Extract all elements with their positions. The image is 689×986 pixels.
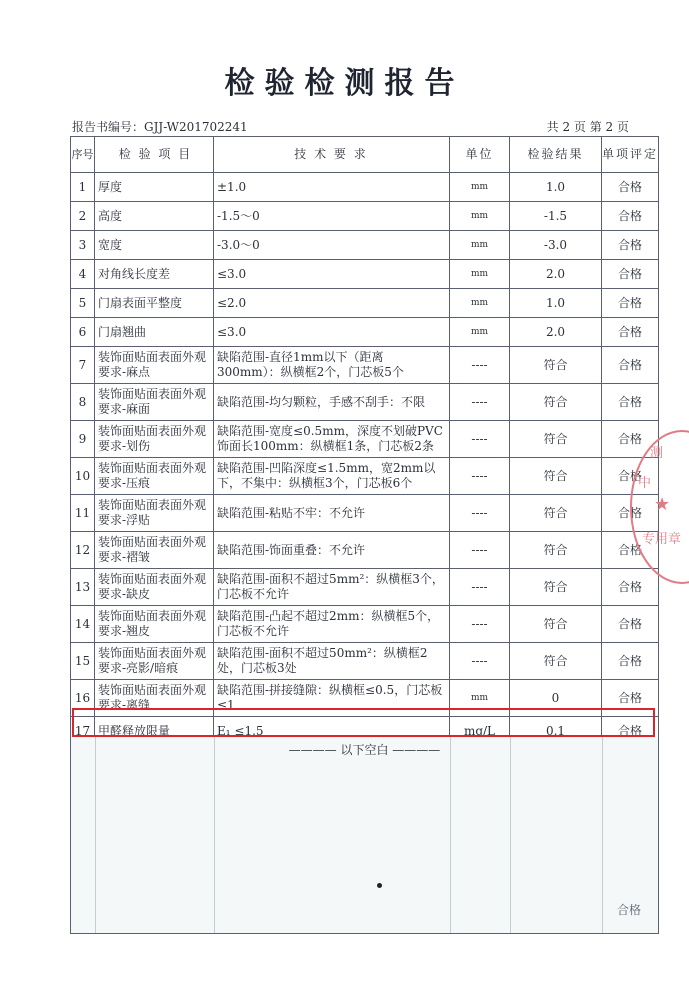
cell-eval: 合格: [602, 384, 658, 421]
header-requirement: 技 术 要 求: [214, 137, 450, 173]
inspection-table: [70, 136, 659, 934]
table-row: [71, 231, 658, 260]
table-row: [71, 260, 658, 289]
blank-below-note: ———— 以下空白 ————: [288, 743, 441, 757]
cell-no: 11: [71, 495, 95, 532]
cell-no: 7: [71, 347, 95, 384]
cell-item: 装饰面贴面表面外观要求-缺皮: [95, 569, 214, 606]
cell-no: 4: [71, 260, 95, 289]
cell-eval: 合格: [602, 495, 658, 532]
cell-no: 17: [71, 717, 95, 746]
cell-eval: 合格: [602, 173, 658, 202]
seal-star-icon: ★: [654, 494, 671, 515]
cell-req: -1.5～0: [214, 202, 450, 231]
seal-char: 中: [638, 476, 652, 491]
cell-result: -3.0: [510, 231, 602, 260]
cell-unit: mm: [450, 680, 510, 717]
cell-eval: 合格: [602, 347, 658, 384]
cell-req: ≤3.0: [214, 260, 450, 289]
cell-item: 高度: [95, 202, 214, 231]
table-row: [71, 458, 658, 495]
cell-result: 符合: [510, 421, 602, 458]
cell-no: 6: [71, 318, 95, 347]
cell-item: 门扇表面平整度: [95, 289, 214, 318]
cell-unit: ----: [450, 421, 510, 458]
cell-req: ±1.0: [214, 173, 450, 202]
cell-no: 14: [71, 606, 95, 643]
table-row: [71, 532, 658, 569]
cell-req: E₁ ≤1.5: [214, 717, 450, 746]
cell-result: 0: [510, 680, 602, 717]
cell-item: 对角线长度差: [95, 260, 214, 289]
cell-eval: 合格: [602, 569, 658, 606]
blank-divider: [214, 737, 215, 933]
blank-divider: [95, 737, 96, 933]
header-result: 检验结果: [510, 137, 602, 173]
cell-eval: 合格: [602, 231, 658, 260]
page-count: 共 2 页 第 2 页: [546, 120, 629, 134]
cell-no: 3: [71, 231, 95, 260]
cell-unit: mm: [450, 289, 510, 318]
cell-result: 符合: [510, 532, 602, 569]
cell-unit: mm: [450, 202, 510, 231]
table-row: [71, 318, 658, 347]
table-header: [71, 137, 658, 173]
report-number: 报告书编号：GJJ-W201702241: [72, 120, 248, 134]
cell-result: 符合: [510, 606, 602, 643]
cell-item: 装饰面贴面表面外观要求-浮贴: [95, 495, 214, 532]
cell-item: 装饰面贴面表面外观要求-亮影/暗痕: [95, 643, 214, 680]
table-row: [71, 421, 658, 458]
ink-dot: [377, 883, 382, 888]
cell-item: 装饰面贴面表面外观要求-麻点: [95, 347, 214, 384]
cell-req: 缺陷范围-粘贴不牢：不允许: [214, 495, 450, 532]
cell-req: 缺陷范围-均匀颗粒，手感不刮手：不限: [214, 384, 450, 421]
cell-unit: ----: [450, 458, 510, 495]
cell-req: -3.0～0: [214, 231, 450, 260]
cell-result: 符合: [510, 347, 602, 384]
cell-unit: ----: [450, 606, 510, 643]
cell-item: 装饰面贴面表面外观要求-翘皮: [95, 606, 214, 643]
cell-unit: ----: [450, 569, 510, 606]
cell-req: 缺陷范围-面积不超过50mm²：纵横框2处，门芯板3处: [214, 643, 450, 680]
cell-result: 1.0: [510, 289, 602, 318]
cell-eval: 合格: [602, 680, 658, 717]
cell-no: 13: [71, 569, 95, 606]
cell-no: 15: [71, 643, 95, 680]
cell-item: 门扇翘曲: [95, 318, 214, 347]
cell-result: 符合: [510, 495, 602, 532]
cell-no: 12: [71, 532, 95, 569]
cell-req: ≤2.0: [214, 289, 450, 318]
cell-req: ≤3.0: [214, 318, 450, 347]
cell-req: 缺陷范围-面积不超过5mm²：纵横框3个，门芯板不允许: [214, 569, 450, 606]
cell-unit: ----: [450, 532, 510, 569]
cell-unit: mm: [450, 318, 510, 347]
cell-unit: ----: [450, 384, 510, 421]
table-row: [71, 384, 658, 421]
cell-unit: ----: [450, 495, 510, 532]
cell-unit: ----: [450, 347, 510, 384]
header-evaluation: 单项评定: [602, 137, 658, 173]
cell-item: 厚度: [95, 173, 214, 202]
cell-eval: 合格: [602, 643, 658, 680]
cell-no: 9: [71, 421, 95, 458]
cell-req: 缺陷范围-直径1mm以下（距离300mm）：纵横框2个，门芯板5个: [214, 347, 450, 384]
table-row: [71, 569, 658, 606]
cell-eval: 合格: [602, 717, 658, 746]
cell-eval: 合格: [602, 606, 658, 643]
cell-eval: 合格: [602, 289, 658, 318]
table-row: [71, 495, 658, 532]
cell-result: 1.0: [510, 173, 602, 202]
cell-unit: mm: [450, 173, 510, 202]
cell-eval: 合格: [602, 260, 658, 289]
cell-item: 宽度: [95, 231, 214, 260]
cell-result: 符合: [510, 569, 602, 606]
cell-unit: mg/L: [450, 717, 510, 746]
cell-no: 1: [71, 173, 95, 202]
table-row: [71, 347, 658, 384]
cell-unit: mm: [450, 260, 510, 289]
cell-result: 符合: [510, 643, 602, 680]
table-row: [71, 606, 658, 643]
seal-text: 专用章: [642, 532, 682, 547]
blank-area: [71, 737, 658, 933]
cell-eval: 合格: [602, 202, 658, 231]
seal-char: 测: [650, 446, 664, 461]
faint-evaluation: 合格: [616, 903, 641, 917]
table-row: [71, 289, 658, 318]
cell-eval: 合格: [602, 318, 658, 347]
cell-result: 符合: [510, 458, 602, 495]
cell-no: 2: [71, 202, 95, 231]
cell-unit: ----: [450, 643, 510, 680]
cell-no: 8: [71, 384, 95, 421]
cell-item: 装饰面贴面表面外观要求-褶皱: [95, 532, 214, 569]
report-title: 检验检测报告: [224, 66, 465, 101]
table-row: [71, 643, 658, 680]
table-row: [71, 173, 658, 202]
cell-req: 缺陷范围-凸起不超过2mm：纵横框5个，门芯板不允许: [214, 606, 450, 643]
table-row: [71, 202, 658, 231]
cell-req: 缺陷范围-凹陷深度≤1.5mm，宽2mm以下，不集中：纵横框3个，门芯板6个: [214, 458, 450, 495]
cell-no: 10: [71, 458, 95, 495]
cell-no: 16: [71, 680, 95, 717]
cell-result: 2.0: [510, 260, 602, 289]
cell-eval: 合格: [602, 421, 658, 458]
cell-eval: 合格: [602, 458, 658, 495]
cell-item: 甲醛释放限量: [95, 717, 214, 746]
cell-result: 2.0: [510, 318, 602, 347]
cell-unit: mm: [450, 231, 510, 260]
cell-item: 装饰面贴面表面外观要求-压痕: [95, 458, 214, 495]
cell-no: 5: [71, 289, 95, 318]
header-item: 检 验 项 目: [95, 137, 214, 173]
cell-req: 缺陷范围-宽度≤0.5mm，深度不划破PVC饰面长100mm：纵横框1条，门芯板2条: [214, 421, 450, 458]
cell-req: 缺陷范围-拼接缝隙：纵横框≤0.5，门芯板≤1: [214, 680, 450, 717]
cell-result: 0.1: [510, 717, 602, 746]
blank-divider: [450, 737, 451, 933]
header-no: 序号: [71, 137, 95, 173]
blank-divider: [510, 737, 511, 933]
cell-item: 装饰面贴面表面外观要求-离缝: [95, 680, 214, 717]
highlight-box: [72, 708, 655, 737]
cell-req: 缺陷范围-饰面重叠：不允许: [214, 532, 450, 569]
cell-result: 符合: [510, 384, 602, 421]
cell-item: 装饰面贴面表面外观要求-划伤: [95, 421, 214, 458]
cell-eval: 合格: [602, 532, 658, 569]
header-unit: 单位: [450, 137, 510, 173]
cell-item: 装饰面贴面表面外观要求-麻面: [95, 384, 214, 421]
cell-result: -1.5: [510, 202, 602, 231]
